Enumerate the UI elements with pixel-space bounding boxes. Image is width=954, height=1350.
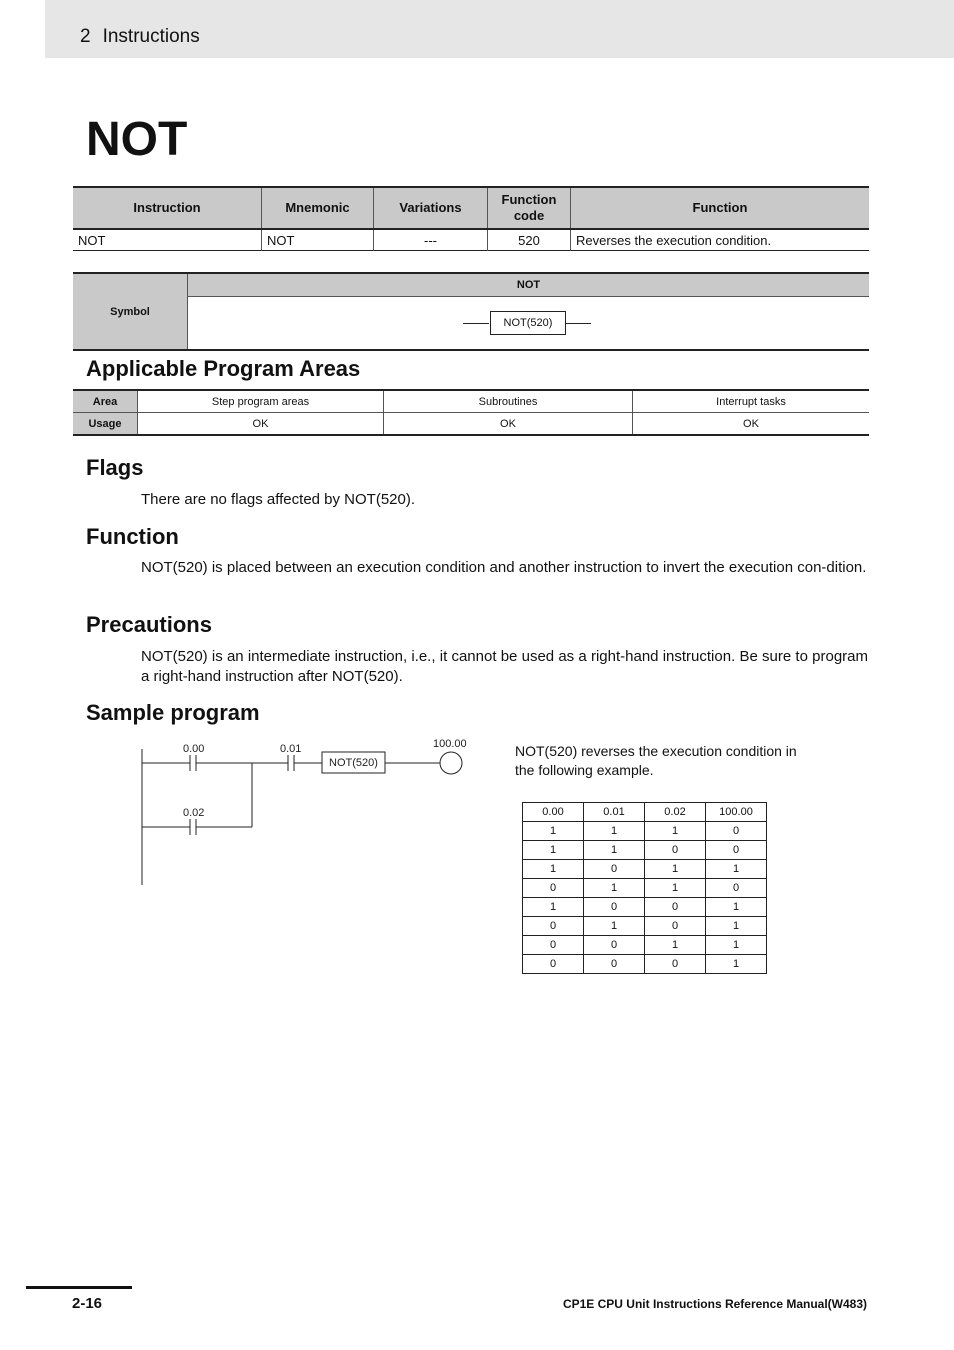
output-coil	[440, 752, 462, 774]
symbol-heading: NOT	[188, 273, 870, 297]
manual-title: CP1E CPU Unit Instructions Reference Manual(W483)	[562, 1297, 867, 1311]
truth-cell: 0	[584, 898, 645, 917]
ladder-svg	[130, 735, 480, 895]
truth-cell: 0	[523, 917, 584, 936]
contact-b-label: 0.01	[280, 743, 302, 755]
instruction-label: NOT(520)	[329, 757, 378, 769]
heading-sample-program: Sample program	[86, 700, 260, 725]
page-number: 2-16	[72, 1295, 103, 1312]
truth-table	[522, 802, 767, 974]
symbol-instruction-box: NOT(520)	[490, 311, 566, 335]
flags-text: There are no flags affected by NOT(520).	[141, 491, 416, 508]
usage-interrupt-tasks: OK	[743, 417, 759, 430]
truth-col-header: 0.02	[645, 803, 706, 822]
truth-cell: 0	[645, 955, 706, 974]
table-row	[523, 841, 767, 860]
symbol-diagram	[188, 297, 870, 351]
truth-cell: 1	[706, 936, 767, 955]
area-header-row	[73, 390, 869, 413]
truth-cell: 1	[584, 879, 645, 898]
truth-cell: 0	[706, 879, 767, 898]
truth-cell: 1	[706, 898, 767, 917]
truth-cell: 0	[645, 917, 706, 936]
table-row	[523, 822, 767, 841]
area-subroutines: Subroutines	[384, 390, 633, 413]
truth-cell: 1	[645, 822, 706, 841]
usage-label: Usage	[73, 413, 138, 436]
usage-subroutines: OK	[384, 413, 633, 436]
truth-cell: 1	[706, 917, 767, 936]
truth-col-header: 0.01	[584, 803, 645, 822]
table-header-row	[73, 187, 869, 229]
precautions-text: NOT(520) is an intermediate instruction, i.e., it cannot be used as a right-hand instruction. Be sure to program a right-hand instruction after NOT(520).	[141, 648, 868, 685]
sample-note: NOT(520) reverses the execution condition in the following example.	[515, 743, 797, 778]
ladder-diagram	[130, 735, 480, 900]
symbol-table	[73, 272, 869, 351]
table-row	[523, 898, 767, 917]
contact-c-label: 0.02	[183, 807, 205, 819]
truth-cell: 0	[523, 879, 584, 898]
page-title: NOT	[86, 113, 188, 166]
truth-cell: 1	[645, 936, 706, 955]
heading-applicable-program-areas: Applicable Program Areas	[86, 356, 361, 381]
col-header-mnemonic: Mnemonic	[262, 187, 374, 229]
truth-cell: 1	[706, 860, 767, 879]
area-table	[73, 389, 869, 436]
area-step-program: Step program areas	[138, 390, 384, 413]
footer-rule	[26, 1286, 132, 1289]
truth-cell: 0	[584, 860, 645, 879]
heading-flags: Flags	[86, 455, 144, 480]
truth-cell: 1	[523, 898, 584, 917]
truth-cell: 1	[645, 879, 706, 898]
symbol-left-line	[463, 323, 489, 324]
cell-function-code: 520	[488, 229, 571, 251]
section-number: 2	[80, 26, 91, 47]
output-label: 100.00	[433, 738, 467, 750]
table-row	[73, 229, 869, 251]
usage-step-program: OK	[138, 413, 384, 436]
table-row	[523, 860, 767, 879]
area-label: Area	[73, 390, 138, 413]
function-text: NOT(520) is placed between an execution condition and another instruction to invert the execution con-dition.	[141, 559, 867, 576]
truth-cell: 0	[706, 822, 767, 841]
truth-cell: 1	[523, 841, 584, 860]
cell-variations: ---	[374, 229, 488, 251]
truth-cell: 1	[584, 917, 645, 936]
truth-cell: 0	[706, 841, 767, 860]
table-row	[523, 936, 767, 955]
heading-precautions: Precautions	[86, 612, 212, 637]
instruction-table	[73, 186, 869, 251]
truth-cell: 0	[645, 898, 706, 917]
col-header-function-code: Function code	[488, 187, 571, 229]
truth-col-header: 0.00	[523, 803, 584, 822]
truth-cell: 0	[584, 955, 645, 974]
table-row	[523, 879, 767, 898]
truth-cell: 0	[584, 936, 645, 955]
symbol-right-line	[565, 323, 591, 324]
area-interrupt-tasks: Interrupt tasks	[633, 390, 870, 413]
truth-cell: 0	[523, 955, 584, 974]
truth-cell: 1	[523, 822, 584, 841]
cell-mnemonic: NOT	[262, 229, 374, 251]
cell-function: Reverses the execution condition.	[576, 232, 772, 248]
truth-table-body	[523, 822, 767, 974]
truth-cell: 1	[645, 860, 706, 879]
symbol-label: Symbol	[73, 273, 188, 350]
truth-cell: 0	[645, 841, 706, 860]
col-header-instruction: Instruction	[73, 187, 262, 229]
contact-a-label: 0.00	[183, 743, 205, 755]
col-header-function: Function	[571, 187, 870, 229]
truth-cell: 1	[523, 860, 584, 879]
truth-cell: 1	[706, 955, 767, 974]
cell-instruction: NOT	[73, 229, 262, 251]
truth-cell: 1	[584, 841, 645, 860]
usage-row	[73, 413, 869, 436]
heading-function: Function	[86, 524, 179, 549]
section-header	[80, 26, 200, 48]
truth-col-header: 100.00	[706, 803, 767, 822]
truth-cell: 0	[523, 936, 584, 955]
section-title: Instructions	[102, 26, 200, 47]
col-header-variations: Variations	[374, 187, 488, 229]
table-row	[523, 955, 767, 974]
truth-cell: 1	[584, 822, 645, 841]
truth-table-header	[523, 803, 767, 822]
table-row	[523, 917, 767, 936]
